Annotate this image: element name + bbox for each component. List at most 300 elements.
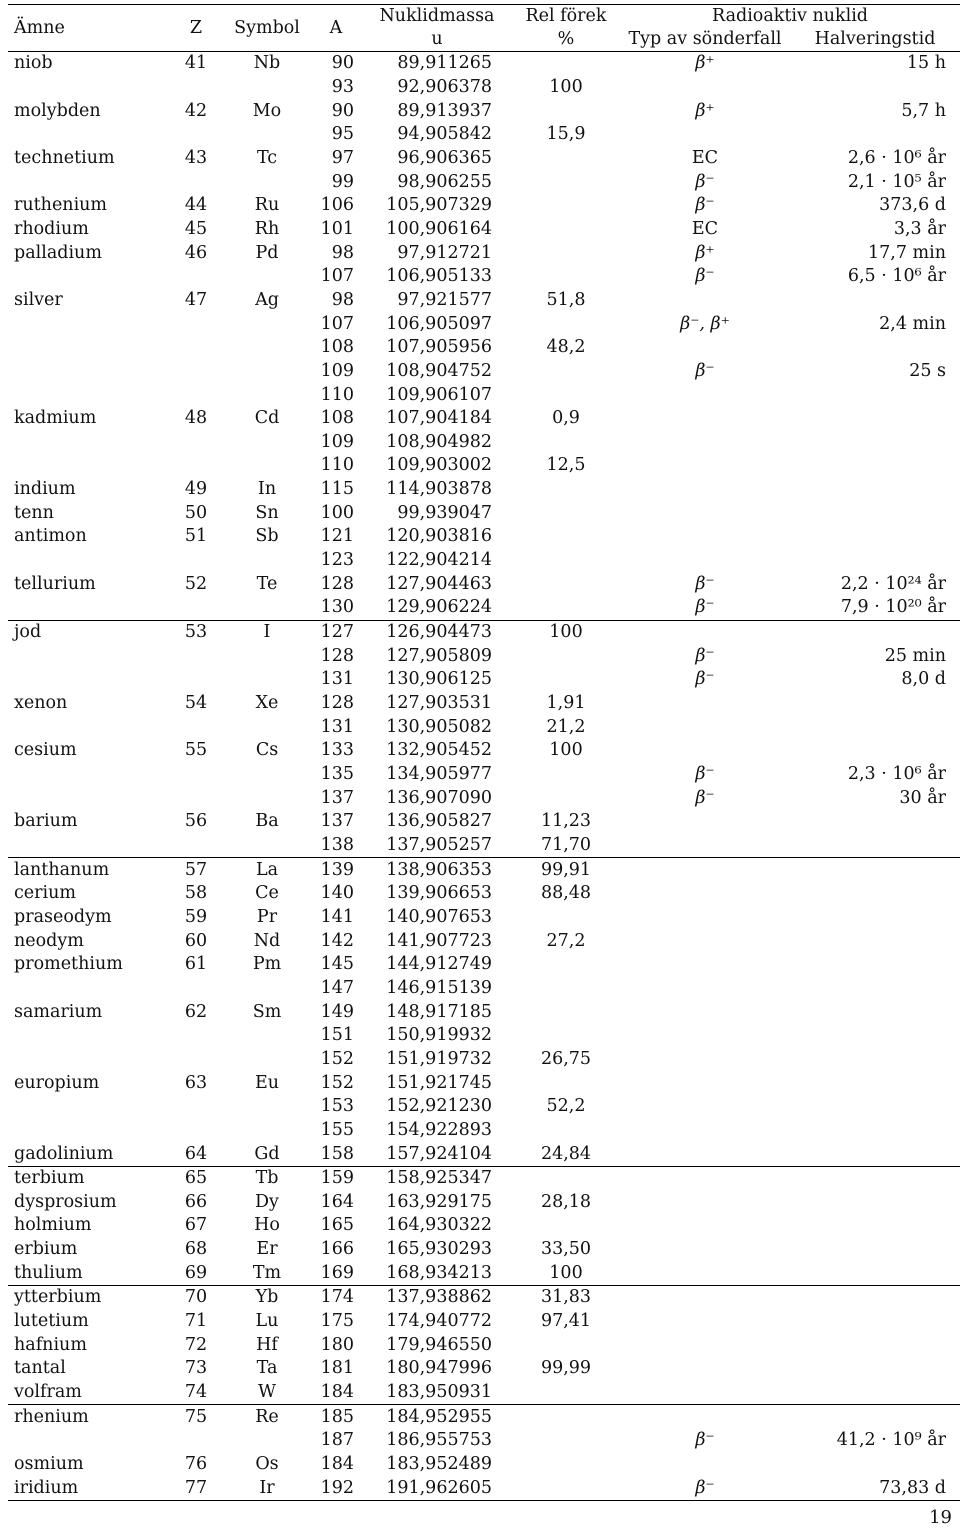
element-symbol-cell: Rh	[254, 218, 280, 239]
element-symbol-cell: Dy	[255, 1191, 279, 1212]
table-row	[8, 834, 960, 858]
element-name-cell: palladium	[14, 242, 102, 263]
element-name-cell: lutetium	[14, 1311, 89, 1332]
decay-type-cell: β⁻	[695, 764, 715, 785]
table-row	[8, 241, 960, 265]
decay-type-cell	[620, 953, 790, 977]
decay-type-cell	[620, 289, 790, 313]
nuclide-mass-cell: 165,930293	[386, 1239, 492, 1260]
table-row	[8, 360, 960, 384]
element-name-cell: neodym	[14, 930, 84, 951]
element-symbol-cell: Tc	[256, 147, 278, 168]
nuclide-mass-cell: 127,905809	[386, 645, 492, 666]
nuclide-mass-cell: 168,934213	[386, 1262, 492, 1283]
element-symbol-cell: Nd	[253, 930, 281, 951]
element-name-cell: europium	[14, 1072, 100, 1093]
decay-type-cell	[620, 1119, 790, 1143]
atomic-number-cell	[168, 977, 224, 1001]
table-row	[8, 906, 960, 930]
element-symbol-cell: Pd	[255, 242, 279, 263]
atomic-number-cell	[168, 1095, 224, 1119]
table-body	[8, 52, 960, 1501]
nuclide-mass-cell: 109,903002	[386, 455, 492, 476]
mass-number-cell: 106	[320, 195, 354, 216]
element-name-cell: tantal	[14, 1358, 66, 1379]
mass-number-cell: 127	[310, 620, 362, 644]
element-name-cell	[8, 383, 168, 407]
table-row	[8, 76, 960, 100]
nuclide-mass-cell: 107,904184	[386, 408, 492, 429]
element-symbol-cell	[224, 977, 310, 1001]
nuclide-mass-cell: 89,913937	[397, 100, 492, 121]
relative-abundance-cell	[512, 953, 620, 977]
element-name-cell: molybden	[14, 100, 101, 121]
relative-abundance-cell	[512, 525, 620, 549]
element-name-cell	[8, 549, 168, 573]
nuclide-mass-cell: 186,955753	[386, 1430, 492, 1451]
half-life-cell	[790, 953, 960, 977]
element-symbol-cell: Os	[255, 1454, 279, 1475]
decay-type-cell	[620, 1286, 790, 1310]
nuclide-mass-cell: 108,904982	[386, 431, 492, 452]
decay-type-cell	[620, 620, 790, 644]
table-row	[8, 407, 960, 431]
atomic-number-cell: 55	[184, 740, 208, 761]
mass-number-cell: 184	[320, 1454, 354, 1475]
mass-number-cell: 131	[320, 716, 354, 737]
element-symbol-cell: Eu	[254, 1072, 280, 1093]
half-life-cell	[790, 501, 960, 525]
atomic-number-cell	[168, 834, 224, 858]
half-life-cell	[790, 1261, 960, 1285]
nuclide-mass-cell: 89,911265	[397, 53, 492, 74]
atomic-number-cell: 72	[184, 1334, 208, 1355]
half-life-cell	[790, 1310, 960, 1334]
atomic-number-cell: 50	[184, 502, 208, 523]
element-symbol-cell	[224, 715, 310, 739]
decay-type-cell	[620, 1142, 790, 1166]
decay-type-cell	[620, 1405, 790, 1429]
relative-abundance-cell: 100	[549, 1262, 583, 1283]
relative-abundance-cell: 24,84	[540, 1143, 592, 1164]
element-name-cell: tenn	[14, 502, 54, 523]
table-row	[8, 1024, 960, 1048]
relative-abundance-cell	[512, 1214, 620, 1238]
half-life-cell	[790, 76, 960, 100]
element-name-cell: terbium	[8, 1166, 168, 1190]
atomic-number-cell: 57	[168, 858, 224, 882]
nuclide-mass-cell: 151,919732	[386, 1048, 492, 1069]
element-name-cell: promethium	[14, 954, 123, 975]
relative-abundance-cell: 0,9	[552, 408, 580, 429]
relative-abundance-cell: 27,2	[546, 930, 586, 951]
half-life-cell: 8,0 d	[901, 669, 947, 690]
nuclide-mass-cell: 120,903816	[386, 526, 492, 547]
mass-number-cell: 108	[320, 408, 354, 429]
element-symbol-cell	[224, 786, 310, 810]
half-life-cell	[790, 858, 960, 882]
element-name-cell	[8, 644, 168, 668]
element-symbol-cell: Yb	[224, 1286, 310, 1310]
table-row	[8, 1119, 960, 1143]
element-symbol-cell	[224, 549, 310, 573]
element-symbol-cell	[224, 834, 310, 858]
table-row	[8, 525, 960, 549]
table-row	[8, 1429, 960, 1453]
element-name-cell: technetium	[14, 147, 115, 168]
col-header-a: A	[310, 5, 362, 52]
element-name-cell	[8, 360, 168, 384]
mass-number-cell: 110	[320, 384, 354, 405]
table-row	[8, 1261, 960, 1285]
col-header-symbol: Symbol	[224, 5, 310, 52]
mass-number-cell: 93	[331, 76, 354, 97]
atomic-number-cell: 66	[184, 1191, 208, 1212]
nuclide-mass-cell: 137,905257	[386, 834, 492, 855]
mass-number-cell: 138	[320, 834, 354, 855]
element-name-cell	[8, 596, 168, 620]
relative-abundance-cell	[512, 1166, 620, 1190]
element-symbol-cell	[224, 454, 310, 478]
relative-abundance-cell	[512, 1024, 620, 1048]
table-row	[8, 715, 960, 739]
element-name-cell	[8, 265, 168, 289]
table-row	[8, 953, 960, 977]
table-row	[8, 312, 960, 336]
element-symbol-cell: Cd	[254, 408, 280, 429]
nuclide-mass-cell: 158,925347	[362, 1166, 512, 1190]
element-name-cell: indium	[14, 479, 76, 500]
mass-number-cell: 169	[320, 1262, 354, 1283]
decay-type-cell	[620, 1024, 790, 1048]
nuclide-mass-cell: 106,905133	[386, 266, 492, 287]
atomic-number-cell: 42	[184, 100, 208, 121]
nuclide-mass-cell: 180,947996	[386, 1358, 492, 1379]
atomic-number-cell: 43	[184, 147, 208, 168]
decay-type-cell	[620, 1191, 790, 1215]
half-life-cell	[790, 1166, 960, 1190]
nuclide-mass-cell: 105,907329	[386, 195, 492, 216]
element-name-cell: praseodym	[14, 906, 112, 927]
table-row	[8, 170, 960, 194]
relative-abundance-cell	[512, 478, 620, 502]
half-life-cell: 2,1 · 10⁵ år	[847, 171, 947, 192]
relative-abundance-cell: 100	[549, 76, 583, 97]
relative-abundance-cell: 11,23	[540, 811, 592, 832]
relative-abundance-cell	[512, 170, 620, 194]
atomic-number-cell	[168, 786, 224, 810]
decay-type-cell	[620, 1357, 790, 1381]
nuclide-mass-cell: 134,905977	[386, 764, 492, 785]
relative-abundance-cell: 100	[512, 620, 620, 644]
mass-number-cell: 184	[320, 1382, 354, 1403]
element-symbol-cell: In	[257, 479, 277, 500]
decay-type-cell	[620, 715, 790, 739]
element-symbol-cell: Pr	[256, 906, 278, 927]
element-symbol-cell: Ir	[224, 1476, 310, 1500]
element-name-cell: thulium	[14, 1262, 83, 1283]
mass-number-cell: 151	[320, 1025, 354, 1046]
table-row	[8, 929, 960, 953]
nuclide-mass-cell: 148,917185	[386, 1001, 492, 1022]
atomic-number-cell: 44	[184, 195, 208, 216]
table-row	[8, 194, 960, 218]
decay-type-cell	[620, 383, 790, 407]
table-row	[8, 1357, 960, 1381]
element-name-cell: ytterbium	[8, 1286, 168, 1310]
relative-abundance-cell	[512, 431, 620, 455]
element-symbol-cell: Tb	[224, 1166, 310, 1190]
half-life-cell: 73,83 d	[790, 1476, 960, 1500]
element-name-cell: antimon	[14, 526, 87, 547]
relative-abundance-cell	[512, 786, 620, 810]
atomic-number-cell: 49	[184, 479, 208, 500]
table-row	[8, 1381, 960, 1405]
decay-type-cell	[620, 407, 790, 431]
relative-abundance-cell	[512, 99, 620, 123]
nuclide-mass-cell: 130,906125	[386, 669, 492, 690]
col-header-z: Z	[168, 5, 224, 52]
atomic-number-cell: 77	[168, 1476, 224, 1500]
decay-type-cell	[620, 549, 790, 573]
element-name-cell	[8, 1024, 168, 1048]
half-life-cell: 373,6 d	[879, 195, 947, 216]
element-name-cell	[8, 977, 168, 1001]
element-symbol-cell: Pm	[252, 954, 282, 975]
element-symbol-cell	[224, 1429, 310, 1453]
nuclide-mass-cell: 136,907090	[386, 787, 492, 808]
element-symbol-cell	[224, 644, 310, 668]
element-name-cell	[8, 123, 168, 147]
table-row	[8, 501, 960, 525]
half-life-cell	[790, 1000, 960, 1024]
element-name-cell: tellurium	[14, 573, 96, 594]
decay-type-cell: β⁻	[695, 787, 715, 808]
atomic-number-cell: 41	[184, 53, 208, 74]
table-header	[8, 5, 960, 52]
atomic-number-cell	[168, 596, 224, 620]
nuclide-mass-cell: 191,962605	[362, 1476, 512, 1500]
table-row	[8, 147, 960, 171]
decay-type-cell: β⁻, β⁺	[680, 313, 730, 334]
nuclide-mass-cell: 96,906365	[397, 147, 492, 168]
atomic-number-cell	[168, 123, 224, 147]
element-symbol-cell: Sn	[255, 502, 279, 523]
element-name-cell: silver	[14, 289, 63, 310]
mass-number-cell: 181	[320, 1358, 354, 1379]
element-symbol-cell	[224, 1119, 310, 1143]
mass-number-cell: 153	[320, 1096, 354, 1117]
decay-type-cell: β⁻	[695, 171, 715, 192]
decay-type-cell	[620, 1166, 790, 1190]
element-symbol-cell	[224, 668, 310, 692]
table-row	[8, 123, 960, 147]
half-life-cell	[790, 1142, 960, 1166]
element-symbol-cell: Mo	[252, 100, 282, 121]
element-symbol-cell	[224, 596, 310, 620]
decay-type-cell	[620, 1238, 790, 1262]
half-life-cell: 15 h	[906, 53, 947, 74]
table-row	[8, 265, 960, 289]
decay-type-cell	[620, 1453, 790, 1477]
half-life-cell	[790, 1048, 960, 1072]
element-symbol-cell: Er	[256, 1239, 278, 1260]
element-name-cell	[8, 1095, 168, 1119]
mass-number-cell: 175	[320, 1311, 354, 1332]
element-symbol-cell: W	[258, 1382, 276, 1403]
table-row	[8, 1238, 960, 1262]
element-name-cell	[8, 763, 168, 787]
mass-number-cell: 123	[320, 550, 354, 571]
mass-number-cell: 128	[320, 645, 354, 666]
half-life-cell	[790, 549, 960, 573]
element-name-cell: volfram	[14, 1382, 82, 1403]
relative-abundance-cell	[512, 668, 620, 692]
mass-number-cell: 180	[320, 1334, 354, 1355]
half-life-cell	[790, 383, 960, 407]
table-row	[8, 1191, 960, 1215]
decay-type-cell	[620, 882, 790, 906]
mass-number-cell: 137	[320, 787, 354, 808]
mass-number-cell: 90	[331, 100, 354, 121]
relative-abundance-cell: 52,2	[546, 1096, 586, 1117]
half-life-cell	[790, 1333, 960, 1357]
mass-number-cell: 130	[320, 597, 354, 618]
decay-type-cell: β⁺	[695, 53, 715, 74]
nuclide-mass-cell: 100,906164	[386, 218, 492, 239]
mass-number-cell: 137	[320, 811, 354, 832]
mass-number-cell: 140	[320, 883, 354, 904]
mass-number-cell: 187	[320, 1430, 354, 1451]
relative-abundance-cell	[512, 1381, 620, 1405]
mass-number-cell: 131	[320, 669, 354, 690]
decay-type-cell: β⁺	[695, 100, 715, 121]
nuclide-mass-cell: 137,938862	[362, 1286, 512, 1310]
nuclide-mass-cell: 150,919932	[386, 1025, 492, 1046]
half-life-cell	[790, 1191, 960, 1215]
mass-number-cell: 142	[320, 930, 354, 951]
element-symbol-cell: Nb	[253, 53, 281, 74]
table-row	[8, 1166, 960, 1190]
nuclide-mass-cell: 183,952489	[386, 1454, 492, 1475]
decay-type-cell: β⁻	[695, 573, 715, 594]
element-symbol-cell: Hf	[256, 1334, 278, 1355]
decay-type-cell: β⁻	[695, 266, 715, 287]
element-symbol-cell: Sb	[255, 526, 279, 547]
half-life-cell	[790, 1119, 960, 1143]
relative-abundance-cell	[512, 1119, 620, 1143]
relative-abundance-cell	[512, 383, 620, 407]
atomic-number-cell	[168, 265, 224, 289]
nuclide-mass-cell: 130,905082	[386, 716, 492, 737]
nuclide-mass-cell: 129,906224	[386, 597, 492, 618]
mass-number-cell: 110	[320, 455, 354, 476]
relative-abundance-cell: 12,5	[546, 455, 586, 476]
decay-type-cell: EC	[691, 147, 719, 168]
relative-abundance-cell	[512, 1071, 620, 1095]
nuclide-mass-cell: 99,939047	[397, 502, 492, 523]
nuclide-mass-cell: 163,929175	[386, 1191, 492, 1212]
decay-type-cell	[620, 1095, 790, 1119]
col-header-nuklidmassa: Nuklidmassa	[362, 5, 512, 28]
table-row	[8, 572, 960, 596]
half-life-cell: 2,6 · 10⁶ år	[847, 147, 947, 168]
decay-type-cell: β⁺	[695, 242, 715, 263]
relative-abundance-cell: 88,48	[540, 883, 592, 904]
element-name-cell: cesium	[14, 740, 77, 761]
half-life-cell	[790, 1405, 960, 1429]
atomic-number-cell	[168, 763, 224, 787]
nuclide-mass-cell: 107,905956	[386, 337, 492, 358]
decay-type-cell	[620, 1048, 790, 1072]
half-life-cell	[790, 906, 960, 930]
table-row	[8, 1310, 960, 1334]
half-life-cell	[790, 620, 960, 644]
table-row	[8, 99, 960, 123]
atomic-number-cell: 53	[168, 620, 224, 644]
nuclide-mass-cell: 140,907653	[386, 906, 492, 927]
decay-type-cell	[620, 478, 790, 502]
col-header-amne: Ämne	[8, 5, 168, 52]
col-header-unit-u: u	[362, 27, 512, 52]
atomic-number-cell: 70	[168, 1286, 224, 1310]
mass-number-cell: 95	[331, 124, 354, 145]
atomic-number-cell: 58	[184, 883, 208, 904]
relative-abundance-cell	[512, 360, 620, 384]
table-row	[8, 1095, 960, 1119]
decay-type-cell: EC	[691, 218, 719, 239]
decay-type-cell: β⁻	[695, 1430, 715, 1451]
table-row	[8, 668, 960, 692]
atomic-number-cell: 63	[184, 1072, 208, 1093]
mass-number-cell: 108	[320, 337, 354, 358]
mass-number-cell: 98	[331, 242, 354, 263]
relative-abundance-cell	[512, 549, 620, 573]
atomic-number-cell: 61	[184, 954, 208, 975]
half-life-cell	[790, 454, 960, 478]
decay-type-cell	[620, 692, 790, 716]
element-symbol-cell: Ta	[256, 1358, 278, 1379]
mass-number-cell: 98	[331, 289, 354, 310]
col-header-halveringstid: Halveringstid	[790, 27, 960, 52]
relative-abundance-cell	[512, 644, 620, 668]
element-name-cell: lanthanum	[8, 858, 168, 882]
decay-type-cell	[620, 810, 790, 834]
mass-number-cell: 107	[320, 266, 354, 287]
element-symbol-cell: Ag	[255, 289, 279, 310]
decay-type-cell	[620, 977, 790, 1001]
relative-abundance-cell	[512, 1405, 620, 1429]
relative-abundance-cell	[512, 147, 620, 171]
relative-abundance-cell: 99,91	[512, 858, 620, 882]
element-name-cell: jod	[8, 620, 168, 644]
table-row	[8, 218, 960, 242]
decay-type-cell	[620, 501, 790, 525]
element-name-cell: gadolinium	[14, 1143, 114, 1164]
half-life-cell	[790, 407, 960, 431]
element-symbol-cell	[224, 383, 310, 407]
nuclide-mass-cell: 126,904473	[362, 620, 512, 644]
element-name-cell: xenon	[14, 693, 68, 714]
nuclide-mass-cell: 151,921745	[386, 1072, 492, 1093]
relative-abundance-cell: 48,2	[546, 337, 586, 358]
nuclide-mass-cell: 127,904463	[386, 573, 492, 594]
page-number: 19	[929, 1507, 952, 1528]
element-symbol-cell	[224, 1048, 310, 1072]
nuclide-table	[8, 4, 960, 1501]
relative-abundance-cell	[512, 218, 620, 242]
half-life-cell	[790, 1286, 960, 1310]
